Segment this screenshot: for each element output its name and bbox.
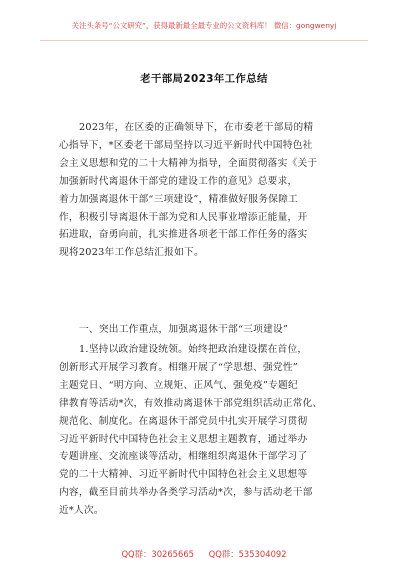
document-title: 老干部局2023年工作总结 bbox=[140, 73, 268, 85]
section-heading bbox=[59, 321, 349, 339]
paragraph-line: 1.坚持以政治建设统领。始终把政治建设摆在首位， bbox=[79, 344, 308, 355]
qq-group-1: QQ群：30265665 bbox=[121, 549, 194, 559]
paragraph-line: 现将2023年工作总结汇报如下。 bbox=[59, 247, 204, 259]
paragraph-line: 加强新时代离退休干部党的建设工作的意见》总要求， bbox=[59, 175, 298, 187]
paragraph-line: 近*人次。 bbox=[59, 505, 104, 517]
footer-contact bbox=[0, 548, 408, 560]
paragraph-line: 创新形式开展学习教育。相继开展了“学思想、强党性” bbox=[59, 361, 298, 373]
paragraph-line: 拓进取，奋勇向前，扎实推进各项老干部工作任务的落实 bbox=[59, 229, 308, 241]
section-heading-text: 一、突出工作重点，加强离退休干部“三项建设” bbox=[79, 324, 289, 335]
paragraph-line: 2023年，在区委的正确领导下，在市委老干部局的精 bbox=[79, 122, 314, 133]
header-banner: 关注头条号“公文研究”，获得最新最全最专业的公文资料库！ 微信：gongwenyj bbox=[71, 21, 337, 30]
paragraph-political bbox=[59, 341, 349, 520]
paragraph-line: 主题党日、“明方向、立规矩、正风气、强免疫”专题纪 bbox=[59, 379, 298, 391]
paragraph-line: 律教育等活动*次，有效推动离退休干部党组织活动正常化、 bbox=[59, 397, 323, 409]
paragraph-line: 心指导下，*区委老干部局坚持以习近平新时代中国特色社 bbox=[59, 139, 313, 151]
paragraph-intro bbox=[59, 119, 349, 262]
paragraph-line: 习近平新时代中国特色社会主义思想主题教育，通过举办 bbox=[59, 433, 308, 445]
paragraph-line: 作，积极引导离退休干部为党和人民事业增添正能量，开 bbox=[59, 211, 308, 223]
paragraph-line: 会主义思想和党的二十大精神为指导，全面贯彻落实《关于 bbox=[59, 157, 318, 169]
paragraph-line: 专题讲座、交流座谈等活动，相继组织离退休干部学习了 bbox=[59, 451, 308, 463]
header-divider bbox=[40, 40, 368, 41]
paragraph-line: 党的二十大精神、习近平新时代中国特色社会主义思想等 bbox=[59, 469, 308, 481]
paragraph-line: 内容，截至目前共举办各类学习活动*次，参与活动老干部 bbox=[59, 487, 313, 499]
paragraph-line: 规范化、制度化。在离退休干部党员中扎实开展学习贯彻 bbox=[59, 415, 308, 427]
paragraph-line: 着力加强离退休干部“三项建设”，精准做好服务保障工 bbox=[59, 193, 298, 205]
qq-group-2: QQ群：535304092 bbox=[208, 549, 287, 559]
